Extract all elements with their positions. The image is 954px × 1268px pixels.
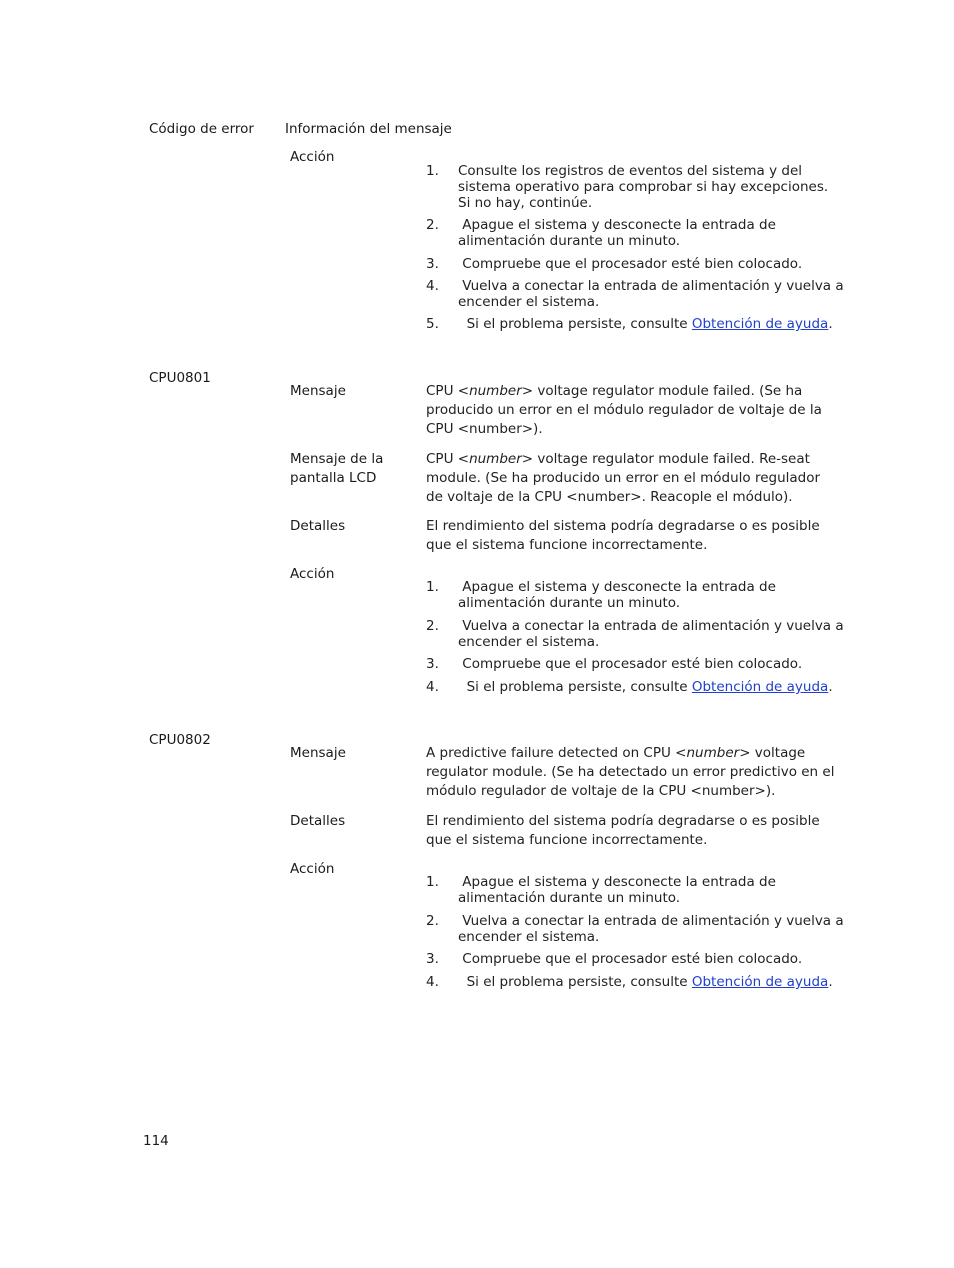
label-detalles: Detalles	[290, 813, 346, 829]
error-code-cpu0802: CPU0802	[149, 732, 211, 748]
label-mensaje-lcd: Mensaje de la pantalla LCD	[290, 451, 384, 486]
help-link[interactable]: Obtención de ayuda	[691, 316, 829, 332]
label-detalles: Detalles	[290, 518, 346, 534]
message-text: A predictive failure detected on CPU <number> voltage regulator module. (Se ha detectado un error predictivo en el módulo regulador de voltaje de la CPU <number>).	[426, 745, 835, 799]
help-link[interactable]: Obtención de ayuda	[691, 679, 829, 695]
lcd-message-text: CPU <number> voltage regulator module failed. Re-seat module. (Se ha producido un error en el módulo regulador de voltaje de la CPU <number>. Reacople el módulo).	[426, 451, 821, 505]
label-mensaje: Mensaje	[290, 745, 346, 761]
page-number: 114	[143, 1133, 169, 1149]
details-text: El rendimiento del sistema podría degradarse o es posible que el sistema funcione incorrectamente.	[426, 518, 820, 553]
header-error-code: Código de error	[149, 121, 254, 137]
label-accion: Acción	[290, 149, 335, 165]
header-message-info: Información del mensaje	[285, 121, 452, 137]
label-accion: Acción	[290, 566, 335, 582]
help-link[interactable]: Obtención de ayuda	[691, 974, 829, 990]
message-text: CPU <number> voltage regulator module failed. (Se ha producido un error en el módulo regulador de voltaje de la CPU <number>).	[426, 383, 822, 437]
label-mensaje: Mensaje	[290, 383, 346, 399]
label-accion: Acción	[290, 861, 335, 877]
error-code-cpu0801: CPU0801	[149, 370, 211, 386]
details-text: El rendimiento del sistema podría degradarse o es posible que el sistema funcione incorrectamente.	[426, 813, 820, 848]
